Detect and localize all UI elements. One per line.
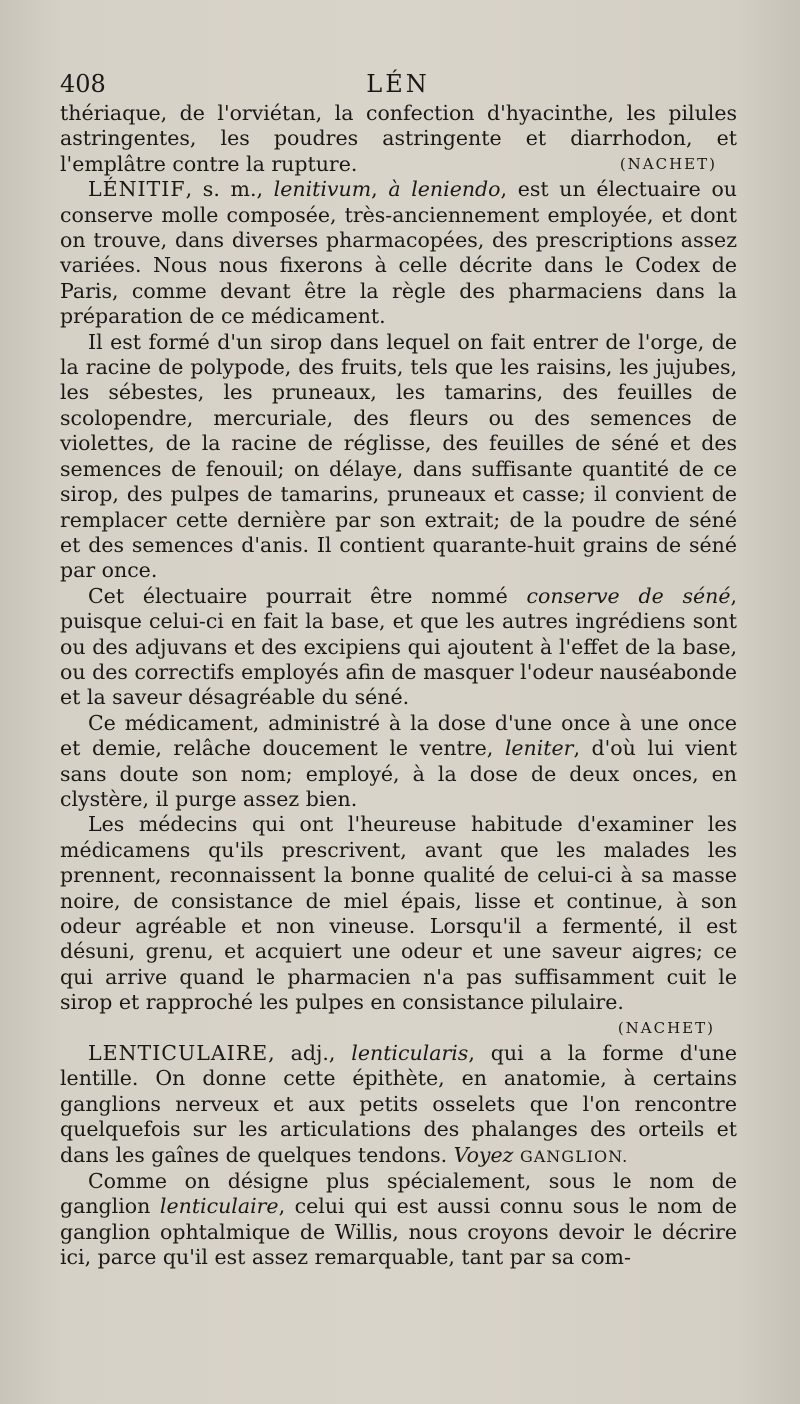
continuation-paragraph: thériaque, de l'orviétan, la confection d'hyacinthe, les pilules astringentes, les poudres astringente et diarrhodon, et l'emplâtre contre la rupture. (NACHET) xyxy=(60,101,737,176)
page-body xyxy=(60,101,737,1271)
headword-lenitif: LÉNITIF xyxy=(88,177,186,202)
author-signature: (NACHET) xyxy=(619,154,717,173)
headword-lenticulaire: LENTICULAIRE xyxy=(88,1041,269,1066)
entry-lenitif-paragraph-4: Ce médicament, administré à la dose d'une once à une once et demie, relâche doucement le ventre, leniter, d'où lui vient sans doute son nom; employé, à la dose de deux onces, en clystère, il purge assez bien. xyxy=(60,710,737,811)
cross-reference-target: GANGLION. xyxy=(519,1146,629,1166)
author-signature: (NACHET) xyxy=(617,1018,715,1037)
entry-lenitif-paragraph-1: LÉNITIF, s. m., lenitivum, à leniendo, est un électuaire ou conserve molle composée, très-anciennement employée, et dont on trouve, dans diverses pharmacopées, des prescriptions assez variées. Nous nous fixerons à celle décrite dans le Codex de Paris, comme devant être la règle des pharmaciens dans la préparation de ce médicament. xyxy=(60,177,738,329)
entry-lenticulaire-paragraph-2: Comme on désigne plus spécialement, sous le nom de ganglion lenticulaire, celui qui est aussi connu sous le nom de ganglion ophtalmique de Willis, nous croyons devoir le décrire ici, parce qu'il est assez remarquable, tant par sa com- xyxy=(60,1169,737,1270)
page-header xyxy=(60,70,736,98)
latin-etymology: à leniendo xyxy=(388,177,501,202)
running-head: LÉN xyxy=(366,70,430,98)
entry-lenitif-paragraph-3: Cet électuaire pourrait être nommé conserve de séné, puisque celui-ci en fait la base, et que les autres ingrédiens sont ou des adjuvans et des excipiens qui ajoutent à l'effet de la base, ou des correctifs employés afin de masquer l'odeur nauséabonde et la saveur désagréable du séné. xyxy=(60,583,738,710)
entry-lenticulaire-paragraph-1: LENTICULAIRE, adj., lenticularis, qui a la forme d'une lentille. On donne cette épithète, en anatomie, à certains ganglions nerveux et aux petits osselets que l'on rencontre quelquefois sur les articulations des phalanges des orteils et dans les gaînes de quelques tendons. Voyez GANGLION. xyxy=(60,1041,737,1167)
page-number: 408 xyxy=(60,70,106,98)
italic-term: lenticulaire xyxy=(159,1194,279,1219)
latin-term: lenitivum xyxy=(273,177,372,202)
italic-term: conserve de séné xyxy=(526,583,731,608)
cross-reference-voyez: Voyez xyxy=(453,1142,514,1167)
latin-term: lenticularis xyxy=(351,1041,469,1066)
entry-lenitif-paragraph-5: Les médecins qui ont l'heureuse habitude d'examiner les médicamens qu'ils prescrivent, avant que les malades les prennent, reconnaissent la bonne qualité de celui-ci à sa masse noire, de consistance de miel épais, lisse et continue, à son odeur agréable et non vineuse. Lorsqu'il a fermenté, il est désuni, grenu, et acquiert une odeur et une saveur aigres; ce qui arrive quand le pharmacien n'a pas suffisamment cuit le sirop et rapproché les pulpes en consistance pilulaire. xyxy=(60,812,737,1015)
italic-term: leniter xyxy=(504,736,574,761)
entry-lenitif-paragraph-2: Il est formé d'un sirop dans lequel on fait entrer de l'orge, de la racine de polypode, des fruits, tels que les raisins, les jujubes, les sébestes, les pruneaux, les tamarins, des feuilles de scolopendre, mercuriale, des fleurs ou des semences de violettes, de la racine de réglisse, des feuilles de séné et des semences de fenouil; on délaye, dans suffisante quantité de ce sirop, des pulpes de tamarins, pruneaux et casse; il convient de remplacer cette dernière par son extrait; de la poudre de séné et des semences d'anis. Il contient quarante-huit grains de séné par once. xyxy=(60,329,737,583)
